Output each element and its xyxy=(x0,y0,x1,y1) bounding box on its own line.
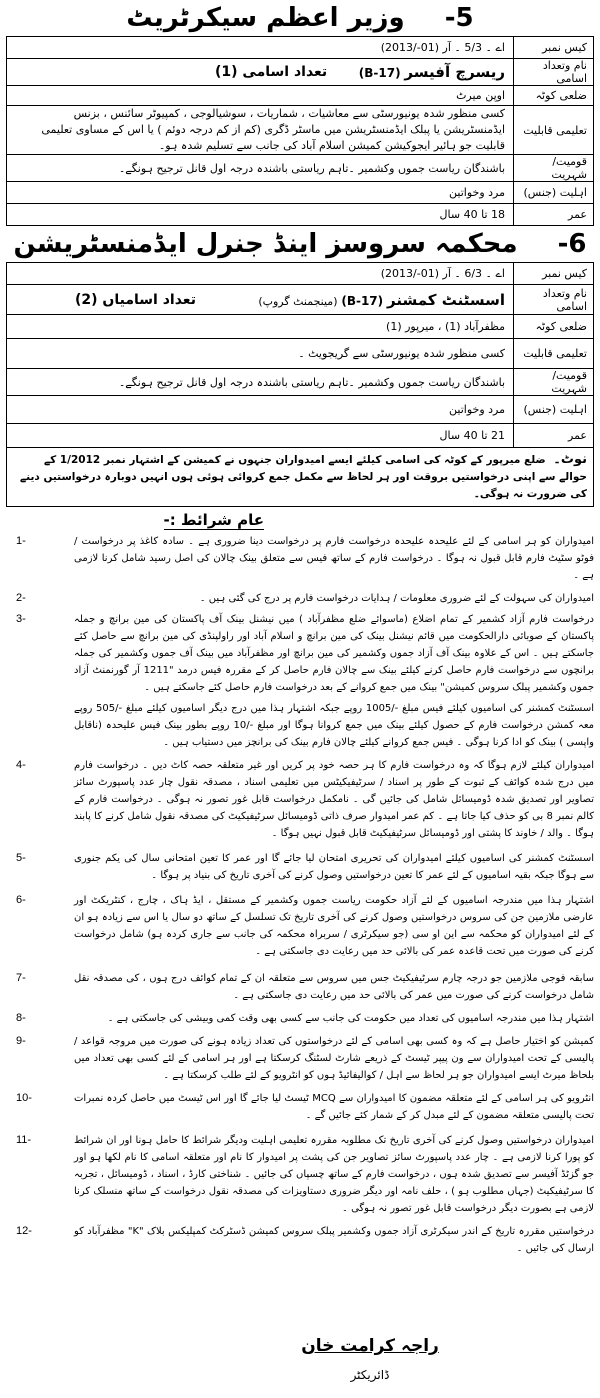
condition-number: 3- xyxy=(16,613,26,625)
case-no-value: اے ۔ 5/3 ۔ آر (01-/2013) xyxy=(7,37,514,59)
condition-item xyxy=(6,757,594,842)
condition-text: انٹرویو کی ہر اسامی کے لئے متعلقہ مضمون کا امیدواران سے MCQ ٹیسٹ لیا جائے گا اور اس ٹیسٹ میں حاصل کردہ نمبرات تحت پالیسی متعلقہ مضمون کے لئے مبدل کر کے شمار کئے جائیں گے ۔ xyxy=(74,1093,594,1121)
gender-label: اہلیت (جنس) xyxy=(514,182,594,204)
condition-item xyxy=(6,590,594,607)
post-title-group xyxy=(359,63,505,81)
age-value: 18 تا 40 سال xyxy=(7,204,514,226)
age-label: عمر xyxy=(514,204,594,226)
signature-block xyxy=(0,1335,600,1382)
condition-item xyxy=(6,700,594,751)
section-heading xyxy=(6,226,594,262)
condition-text: امیدواران درخواستیں وصول کرنے کی آخری تاریخ تک مطلوبہ مقررہ تعلیمی اہلیت ودیگر شرائط کا حامل ہونا اور ان شرائط کو پورا کرنا لازمی ہے ۔ چار عدد پاسپورٹ سائز تصاویر جن کی پشت پر امیدوار کا نام اور متعلقہ اسامی کا نام لکھا ہو اور جو گزٹڈ آفیسر سے تصدیق شدہ ہوں ، درخواست فارم کے ساتھ چسپاں کی جائیں ۔ شناختی کارڈ ، اسناد ، ڈومیسائل ، تجربہ کا سرٹیفیکیٹ (جہاں مطلوب ہو ) ، حلف نامہ اور دیگر ضروری دستاویزات کی مصدقہ نقول درخواست کے ساتھ منسلک کرنا لازمی ہے بصورت دیگر درخواست قابل غور تصور نہ ہوگی ۔ xyxy=(74,1135,594,1214)
section-heading xyxy=(6,0,594,36)
signatory-title: ڈائریکٹر xyxy=(350,1368,390,1382)
post-name-value xyxy=(7,59,514,86)
gender-value: مرد وخواتین xyxy=(7,182,514,204)
post-title: ریسرچ آفیسر xyxy=(404,63,505,81)
district-label: ضلعی کوٹہ xyxy=(514,86,594,106)
condition-text: امیدواران کو ہر اسامی کے لئے علیحدہ علیحدہ درخواست فارم پر درخواست دینا ضروری ہے ۔ سادہ کاغذ پر درخواست / فوٹو سٹیٹ فارم قابل قبول نہ ہوگا ۔ درخواست فارم کے ساتھ فیس سے متعلق بینک چالان کی اصل رسید شامل کرنا لازمی ہے ۔ xyxy=(74,536,594,581)
post-details-table xyxy=(6,36,594,226)
post-group: (مینجمنٹ گروپ) xyxy=(258,294,338,308)
qualification-value: کسی منظور شدہ یونیورسٹی سے گریجویٹ ۔ xyxy=(7,339,514,369)
condition-item xyxy=(6,892,594,960)
section-title: وزیر اعظم سیکرٹریٹ xyxy=(126,3,405,33)
condition-item xyxy=(6,533,594,584)
post-name-label: نام وتعداد اسامی xyxy=(514,59,594,86)
condition-number: 9- xyxy=(16,1035,26,1047)
condition-number: 5- xyxy=(16,852,26,864)
post-grade: (B-17) xyxy=(358,66,401,80)
condition-text: اسسٹنٹ کمشنر کی اسامیوں کیلئے امیدواران کی تحریری امتحان لیا جائے گا اور عمر کا تعین امتحانی سال کی یکم جنوری سے ہوگا جبکہ بقیہ اسامیوں کے لئے عمر کا تعین درخواستیں وصول کرنے کی آخری تاریخ کی بنیاد پر ہوگا ۔ xyxy=(74,853,594,881)
section-title: محکمہ سروسز اینڈ جنرل ایڈمنسٹریشن xyxy=(13,229,518,259)
condition-item xyxy=(6,1090,594,1124)
condition-item xyxy=(6,850,594,884)
condition-item xyxy=(6,970,594,1004)
condition-item xyxy=(6,1132,594,1217)
condition-number: 2- xyxy=(16,592,26,604)
condition-text: اسسٹنٹ کمشنر کی اسامیوں کیلئے فیس مبلغ -/1005 روپے جبکہ اشتہار ہذا میں درج دیگر اسامیوں کیلئے مبلغ -/505 روپے معہ کمشن درخواست فارم کے حصول کیلئے بینک میں جمع کروانا ہوگا اور مبلغ -/10 روپے بطور بینک فیس علیحدہ (ناقابل واپسی ) بینک کو ادا کرنا ہوگی ۔ فیس جمع کروانے کیلئے چالان فارم بینک کی برانچز میں دستیاب ہیں ۔ xyxy=(74,703,595,748)
case-no-label: کیس نمبر xyxy=(514,263,594,285)
gender-label: اہلیت (جنس) xyxy=(514,396,594,424)
qualification-label: تعلیمی قابلیت xyxy=(514,339,594,369)
district-value: اوپن میرٹ xyxy=(7,86,514,106)
condition-text: اشتہار ہذا میں مندرجہ اسامیوں کی تعداد میں حکومت کی جانب سے کسی بھی وقت کمی وبیشی کی جاسکتی ہے ۔ xyxy=(107,1013,594,1024)
post-title: اسسٹنٹ کمشنر xyxy=(386,290,505,309)
case-no-label: کیس نمبر xyxy=(514,37,594,59)
note-text: ضلع میرپور کے کوٹہ کی اسامی کیلئے ایسے امیدواران جنہوں نے کمیشن کے اشتہار نمبر 1/2012 کے حوالے سے اپنی درخواستیں بروقت اور ہر لحاظ سے مکمل جمع کروائی ہوئی ہوں انہیں دوبارہ درخواستیں دینے کی ضرورت نہ ہوگی۔ xyxy=(20,454,587,500)
qualification-value: کسی منظور شدہ یونیورسٹی سے معاشیات ، شماریات ، سوشیالوجی ، کمپیوٹر سائنس ، بزنس ایڈمنسٹریشن یا پبلک ایڈمنسٹریشن میں ماسٹر ڈگری (کم از کم درجہ دوئم ) یا اس کے مساوی تعلیمی قابلیت جو ہائیر ایجوکیشن کمیشن اسلام آباد کی جانب سے تسلیم شدہ ہو۔ xyxy=(7,106,514,155)
condition-text: اشتہار ہذا میں مندرجہ اسامیوں کے لئے آزاد حکومت ریاست جموں وکشمیر کے مستقل ، ایڈ ہاک ، چارج ، کنٹریکٹ اور عارضی ملازمین جن کی سروس درخواستیں وصول کرنے کی آخری تاریخ تک تسلسل کے ساتھ دو سال یا اس سے زیادہ ہو ان کے لئے امیدواران کو محکمہ سے این او سی (جو سیکرٹری / سربراہ محکمہ کی جانب سے جاری کردہ ہو) شامل درخواست کرنے کی صورت میں تحت قاعدہ عمر کی بالائی حد میں رعایت دی جاسکتی ہے ۔ xyxy=(74,895,594,957)
district-label: ضلعی کوٹہ xyxy=(514,315,594,339)
condition-number: 6- xyxy=(16,894,26,906)
note-label: نوٹ۔ xyxy=(553,452,587,467)
condition-number: 4- xyxy=(16,759,26,771)
condition-number: 7- xyxy=(16,972,26,984)
gender-value: مرد وخواتین xyxy=(7,396,514,424)
condition-text: کمیشن کو اختیار حاصل ہے کہ وہ کسی بھی اسامی کے لئے درخواستوں کی تعداد زیادہ ہونے کی صورت میں مروجہ قواعد / پالیسی کے تحت امیدواران سے ون پیپر ٹیسٹ کے ذریعے شارٹ لسٹنگ کرسکتا ہے اور ہر اسامی کے لئے کسی بھی تعداد میں بلحاظ میرٹ ایسے امیدواران جو ہر لحاظ سے اہل / کوالیفائیڈ ہوں کو انٹرویو کے لئے طلب کرسکتا ہے ۔ xyxy=(74,1036,594,1081)
age-value: 21 تا 40 سال xyxy=(7,424,514,448)
post-name-value xyxy=(7,285,514,315)
nationality-label: قومیت/ شہریت xyxy=(514,369,594,396)
condition-text: درخواستیں مقررہ تاریخ کے اندر سیکرٹری آزاد جموں وکشمیر پبلک سروس کمیشن ڈسٹرکٹ کمپلیکس بلاک "K" مظفرآباد کو ارسال کی جائیں ۔ xyxy=(74,1226,594,1254)
qualification-label: تعلیمی قابلیت xyxy=(514,106,594,155)
condition-item xyxy=(6,1010,594,1027)
post-count: تعداد اسامی (1) xyxy=(215,64,328,80)
condition-number: 1- xyxy=(16,535,26,547)
signatory-name: راجہ کرامت خان xyxy=(301,1336,439,1356)
post-name-label: نام وتعداد اسامی xyxy=(514,285,594,315)
condition-text: امیدواران کیلئے لازم ہوگا کہ وہ درخواست فارم کا ہر حصہ خود پر کریں اور غیر متعلقہ حصہ کاٹ دیں ۔ درخواست فارم میں درج شدہ کوائف کے ثبوت کے طور پر اسناد / سرٹیفیکیٹس میں تعلیمی اسناد ، مصدقہ نقول چار عدد پاسپورٹ سائز تصاویر اور تصدیق شدہ ڈومیسائل شامل کی جائیں گی ۔ نامکمل درخواست قابل غور تصور نہ ہوگی ۔ درخواست فارم کے کالم نمبر 8 بی کو حذف کیا جاتا ہے ۔ کم عمر امیدوار صرف ذاتی ڈومیسائل سرٹیفیکیٹ کی مصدقہ نقول شامل کرنے کا پابند ہوگا ۔ والد / خاوند کا پشتی اور ڈومیسائل سرٹیفیکیٹ قابل قبول نہیں ہوگا ۔ xyxy=(74,760,594,839)
condition-item xyxy=(6,611,594,696)
condition-item xyxy=(6,1033,594,1084)
condition-text: درخواست فارم آزاد کشمیر کے تمام اضلاع (ماسوائے ضلع مظفرآباد ) میں نیشنل بینک آف پاکستان کی مین برانچ و جملہ پاکستان کے صوبائی دارالحکومت میں قائم نیشنل بینک کی مین برانچ و اسلام آباد اور راولپنڈی کی مین برانچ سے حاصل کئے جاسکتے ہیں ۔ اس کے علاوہ بینک آف آزاد جموں وکشمیر کی مین برانچ اور مظفرآباد میں بینک آف جموں وکشمیر کی جملہ برانچوں سے درخواست فارم حاصل کرنے کیلئے بینک سے چالان فارم حاصل کر کے مقررہ فیس درمد "1211 آر گورنمنٹ آزاد جموں وکشمیر پبلک سروس کمیشن" بینک میں جمع کروانے کے بعد درخواست فارم حاصل کئے جاسکتے ہیں ۔ xyxy=(74,614,594,693)
condition-number: 8- xyxy=(16,1012,26,1024)
note-box xyxy=(6,448,594,507)
condition-text: امیدواران کی سہولت کے لئے ضروری معلومات / ہدایات درخواست فارم پر درج کی گئی ہیں ۔ xyxy=(199,593,594,604)
post-count: تعداد اسامیاں (2) xyxy=(75,291,196,308)
section-number: 5- xyxy=(444,3,474,33)
nationality-label: قومیت/ شہریت xyxy=(514,155,594,182)
condition-number: 12- xyxy=(16,1225,32,1237)
post-title-group xyxy=(258,291,505,309)
nationality-value: باشندگان ریاست جموں وکشمیر ۔تاہم ریاستی باشندہ درجہ اول قانل ترجیح ہونگے۔ xyxy=(7,155,514,182)
age-label: عمر xyxy=(514,424,594,448)
condition-item xyxy=(6,1223,594,1257)
post-grade: (B-17) xyxy=(341,293,384,308)
general-conditions-title: عام شرائط :- xyxy=(163,511,264,529)
nationality-value: باشندگان ریاست جموں وکشمیر ۔تاہم ریاستی باشندہ درجہ اول قانل ترجیح ہونگے۔ xyxy=(7,369,514,396)
condition-text: سابقہ فوجی ملازمین جو درجہ چارم سرٹیفیکیٹ جس میں سروس سے متعلقہ ان کے تمام کوائف درج ہوں ، کی مصدقہ نقل شامل درخواست کرنے کی صورت میں عمر کی بالائی حد میں رعایت دی جاسکتی ہے ۔ xyxy=(74,973,594,1001)
section-number: 6- xyxy=(557,229,587,259)
post-details-table xyxy=(6,262,594,448)
conditions-list xyxy=(6,533,594,1257)
case-no-value: اے ۔ 6/3 ۔ آر (01-/2013) xyxy=(7,263,514,285)
district-value: مظفرآباد (1) ، میرپور (1) xyxy=(7,315,514,339)
condition-number: 11- xyxy=(16,1134,32,1146)
condition-number: 10- xyxy=(16,1092,32,1104)
